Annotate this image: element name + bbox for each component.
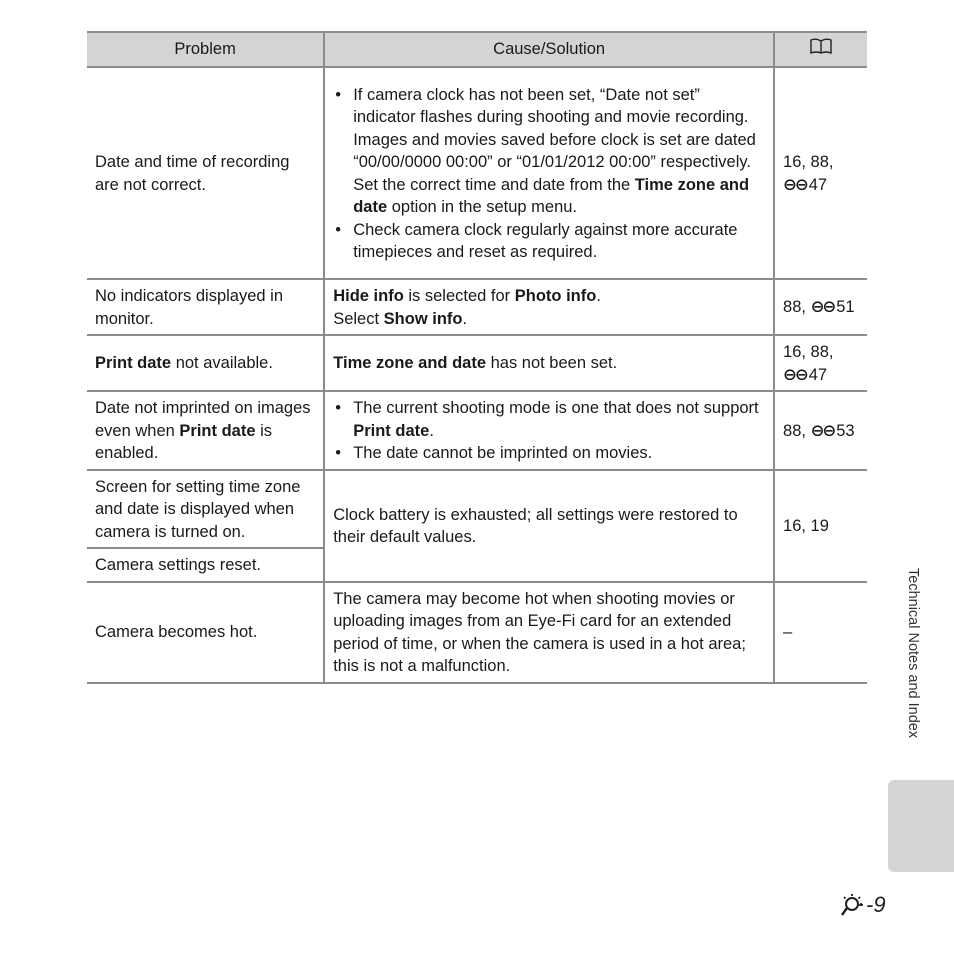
problem-cell: [87, 335, 324, 391]
cause-text: The current shooting mode is one that does not support: [353, 399, 759, 417]
page-number: - 9: [838, 892, 886, 918]
table-header-row: [87, 32, 867, 67]
problem-text: not available.: [171, 354, 273, 373]
problem-text: Camera becomes hot.: [95, 623, 258, 642]
problem-cell: [87, 548, 324, 582]
side-tab-label: Technical Notes and Index: [905, 568, 921, 739]
ref-page: 51: [836, 298, 855, 317]
ref-pages: –: [783, 623, 793, 642]
ref-pages: 16, 19: [783, 516, 829, 535]
table-row: [87, 470, 867, 549]
cause-bold: Show info: [383, 309, 463, 328]
header-reference: [774, 32, 867, 67]
cause-cell: [324, 335, 774, 391]
cause-text: .: [462, 309, 468, 328]
side-tab[interactable]: [888, 780, 954, 872]
reference-section-icon: ⊖⊖: [783, 175, 807, 194]
cause-bold: Time zone and date: [353, 175, 750, 216]
problem-cell: [87, 279, 324, 335]
reference-cell: [774, 335, 867, 391]
cause-text: .: [429, 421, 434, 440]
page-number-text: 9: [873, 892, 886, 917]
problem-cell: [87, 582, 324, 683]
cause-text: The date cannot be imprinted on movies.: [353, 444, 653, 462]
problem-text: is enabled.: [95, 421, 273, 462]
problem-cell: [87, 470, 324, 549]
cause-text: Clock battery is exhausted; all settings were restored to their default values.: [333, 505, 738, 546]
table-row: [87, 279, 867, 335]
table-row: [87, 391, 867, 470]
cause-bold: Hide info: [333, 287, 404, 305]
cause-text: The camera may become hot when shooting movies or uploading images from an Eye-Fi card for an extended period of time, or when the camera is used in a hot area; this is not a malfunction.: [333, 589, 746, 675]
problem-text: Screen for setting time zone and date is displayed when camera is turned on.: [95, 477, 301, 541]
problem-text: Date not imprinted on images even when: [95, 399, 311, 440]
list-item: [333, 84, 765, 219]
troubleshooting-table: [87, 31, 867, 684]
reference-cell: [774, 279, 867, 335]
technical-notes-icon: [838, 893, 864, 917]
cause-cell: [324, 279, 774, 335]
problem-cell: [87, 391, 324, 470]
list-item: [333, 397, 765, 442]
reference-section-icon: ⊖⊖: [810, 298, 835, 317]
list-item: [333, 219, 765, 264]
cause-bold: Time zone and date: [333, 354, 487, 373]
table-row: [87, 67, 867, 279]
ref-page: 47: [808, 175, 828, 194]
problem-bold: Print date: [95, 354, 172, 373]
cause-text: has not been set.: [486, 354, 618, 373]
cause-text: Check camera clock regularly against more accurate timepieces and reset as required.: [353, 220, 738, 261]
cause-text: .: [596, 287, 601, 305]
table-row: [87, 335, 867, 391]
reference-section-icon: ⊖⊖: [810, 421, 835, 440]
cause-bold: Photo info: [514, 287, 597, 305]
cause-cell: [324, 391, 774, 470]
problem-text: Camera settings reset.: [95, 556, 261, 574]
book-icon: [810, 38, 832, 54]
cause-list: [333, 84, 765, 264]
problem-text: No indicators displayed in monitor.: [95, 287, 284, 328]
cause-list: [333, 397, 765, 465]
cause-cell: [324, 67, 774, 279]
table-row: [87, 582, 867, 683]
list-item: [333, 442, 765, 465]
ref-page: 47: [808, 365, 828, 384]
problem-text: Date and time of recording are not correct.: [95, 153, 290, 194]
reference-cell: [774, 391, 867, 470]
header-cause-solution: Cause/Solution: [324, 32, 774, 67]
reference-section-icon: ⊖⊖: [783, 365, 807, 384]
ref-page: 53: [836, 421, 855, 440]
cause-text: is selected for: [403, 287, 515, 305]
cause-text: option in the setup menu.: [387, 198, 578, 216]
ref-pages: 88,: [783, 298, 806, 317]
ref-pages: 88,: [783, 421, 806, 440]
reference-cell: [774, 67, 867, 279]
reference-cell: [774, 582, 867, 683]
reference-cell: [774, 470, 867, 582]
header-problem: Problem: [87, 32, 324, 67]
cause-cell: [324, 582, 774, 683]
cause-bold: Print date: [353, 421, 430, 440]
ref-pages: 16, 88,: [783, 153, 834, 171]
problem-bold: Print date: [179, 421, 256, 440]
ref-pages: 16, 88,: [783, 343, 834, 361]
cause-cell: [324, 470, 774, 582]
cause-text: Select: [333, 309, 384, 328]
cause-text: If camera clock has not been set, “Date not set” indicator flashes during shooting and movie recording. Images and movies saved before clock is set are dated “00/00/0000 00:00” or “01/01/2012 00:00” respectively. Set the correct time and date from the: [353, 85, 756, 194]
problem-cell: [87, 67, 324, 279]
